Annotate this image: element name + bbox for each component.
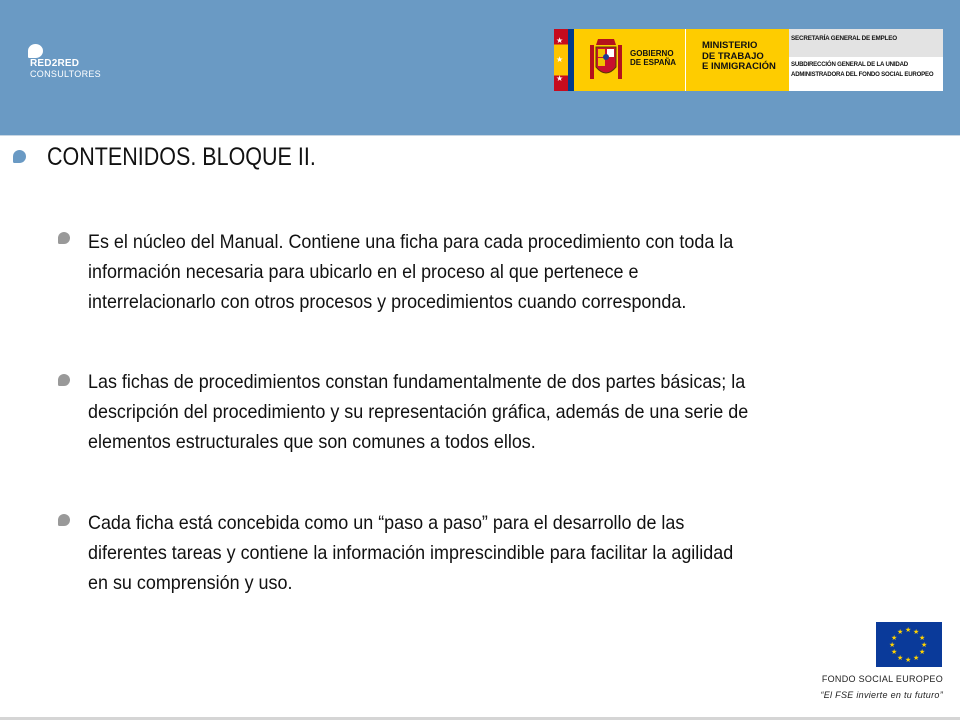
star-icon: ★ <box>556 36 564 45</box>
bullet-icon <box>58 232 70 244</box>
bullet-icon <box>58 374 70 386</box>
title-bullet-icon <box>13 150 26 163</box>
logo-subtitle: CONSULTORES <box>30 69 101 79</box>
gobierno-label: GOBIERNO DE ESPAÑA <box>630 49 677 67</box>
agency-panel-top <box>789 29 943 57</box>
bullet-text: Es el núcleo del Manual. Contiene una ficha para cada procedimiento con toda la información necesaria para ubicarlo en el proceso al que pertenece e interrelacionarlo con otros procesos y procedimientos cuando corresponda. <box>88 231 734 313</box>
secretaria-label: SECRETARÍA GENERAL DE EMPLEO <box>791 35 897 42</box>
government-logo-banner <box>554 29 943 91</box>
star-icon: ★ <box>556 74 564 83</box>
ministry-label: MINISTERIO DE TRABAJO E INMIGRACIÓN <box>702 40 776 72</box>
slide-title: CONTENIDOS. BLOQUE II. <box>47 143 316 171</box>
speech-bubble-icon <box>28 44 43 58</box>
subdireccion-label: SUBDIRECCIÓN GENERAL DE LA UNIDAD ADMINISTRADORA DEL FONDO SOCIAL EUROPEO <box>791 61 934 78</box>
bullet-text: Cada ficha está concebida como un “paso a paso” para el desarrollo de las diferentes tareas y contiene la información imprescindible para facilitar la agilidad en su comprensión y uso. <box>88 512 734 594</box>
eu-flag-icon: ★ ★ ★ ★ ★ ★ ★ ★ ★ ★ ★ ★ <box>876 622 942 667</box>
bullet-text: Las fichas de procedimientos constan fundamentalmente de dos partes básicas; la descripción del procedimiento y su representación gráfica, además de una serie de elementos estructurales que son comunes a todos ellos. <box>88 371 749 453</box>
logo-separator <box>685 29 686 91</box>
eu-fund-motto: “El FSE invierte en tu futuro” <box>820 690 943 700</box>
eu-fund-label: FONDO SOCIAL EUROPEO <box>821 674 943 684</box>
bullet-icon <box>58 514 70 526</box>
logo-name: RED2RED <box>30 58 80 69</box>
spain-coat-of-arms-icon <box>588 35 624 83</box>
header-divider <box>0 135 960 136</box>
star-icon: ★ <box>556 55 564 64</box>
